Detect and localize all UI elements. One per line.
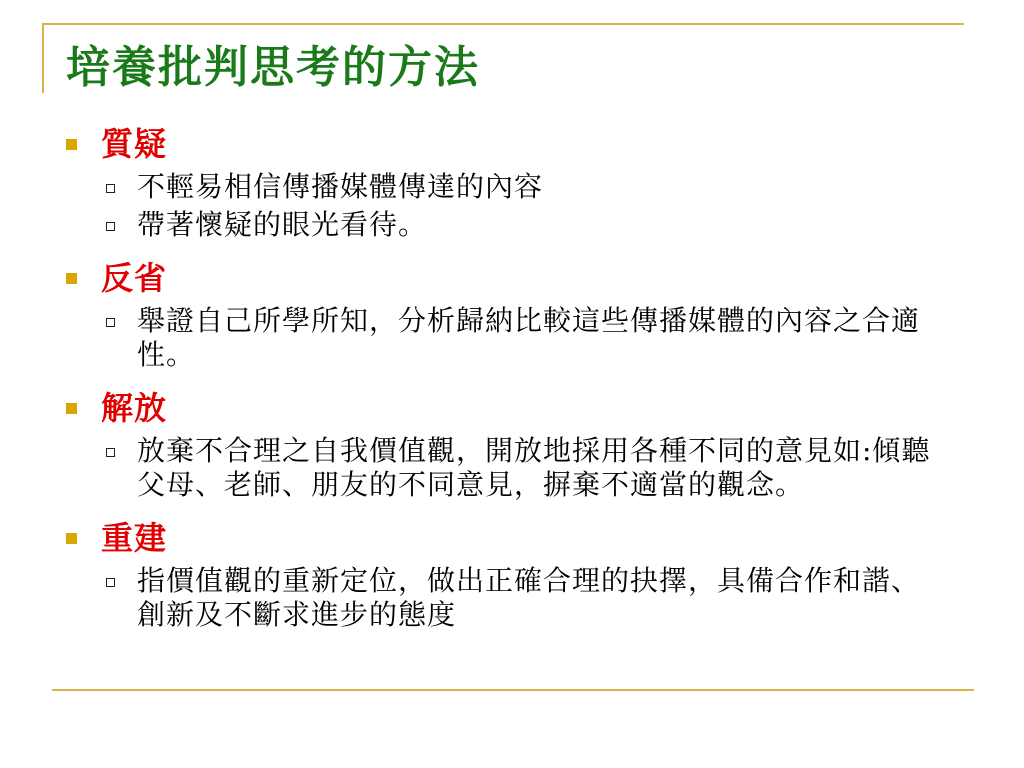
hollow-square-bullet-icon — [106, 318, 115, 327]
slide-content — [66, 118, 996, 636]
list-item-text: 帶著懷疑的眼光看待。 — [137, 208, 428, 241]
section-reflection — [66, 252, 996, 376]
list-item — [106, 208, 996, 246]
list-item-text: 放棄不合理之自我價值觀，開放地採用各種不同的意見如:傾聽父母、老師、朋友的不同意見，摒棄不適當的觀念。 — [137, 434, 931, 501]
frame-top-line — [42, 23, 964, 25]
section-heading: 解放 — [101, 388, 168, 427]
hollow-square-bullet-icon — [106, 578, 115, 587]
section-heading-row — [66, 382, 996, 434]
section-liberation — [66, 382, 996, 506]
list-item-text: 舉證自己所學所知，分析歸納比較這些傳播媒體的內容之合適性。 — [137, 304, 921, 371]
section-heading: 重建 — [101, 518, 168, 557]
section-reconstruction — [66, 512, 996, 636]
list-item — [106, 564, 996, 636]
list-item — [106, 434, 996, 506]
hollow-square-bullet-icon — [106, 184, 115, 193]
frame-bottom-line — [52, 689, 974, 691]
filled-square-bullet-icon — [66, 139, 77, 150]
slide-title: 培養批判思考的方法 — [66, 42, 480, 93]
section-questioning — [66, 118, 996, 246]
filled-square-bullet-icon — [66, 533, 77, 544]
hollow-square-bullet-icon — [106, 222, 115, 231]
list-item — [106, 304, 996, 376]
section-heading-row — [66, 512, 996, 564]
list-item-text: 不輕易相信傳播媒體傳達的內容 — [137, 170, 544, 203]
section-heading: 反省 — [101, 258, 168, 297]
section-heading-row — [66, 118, 996, 170]
list-item — [106, 170, 996, 208]
hollow-square-bullet-icon — [106, 448, 115, 457]
filled-square-bullet-icon — [66, 273, 77, 284]
frame-left-line — [42, 23, 44, 93]
filled-square-bullet-icon — [66, 403, 77, 414]
list-item-text: 指價值觀的重新定位，做出正確合理的抉擇，具備合作和諧、創新及不斷求進步的態度 — [137, 564, 921, 631]
section-heading: 質疑 — [101, 124, 168, 163]
section-heading-row — [66, 252, 996, 304]
